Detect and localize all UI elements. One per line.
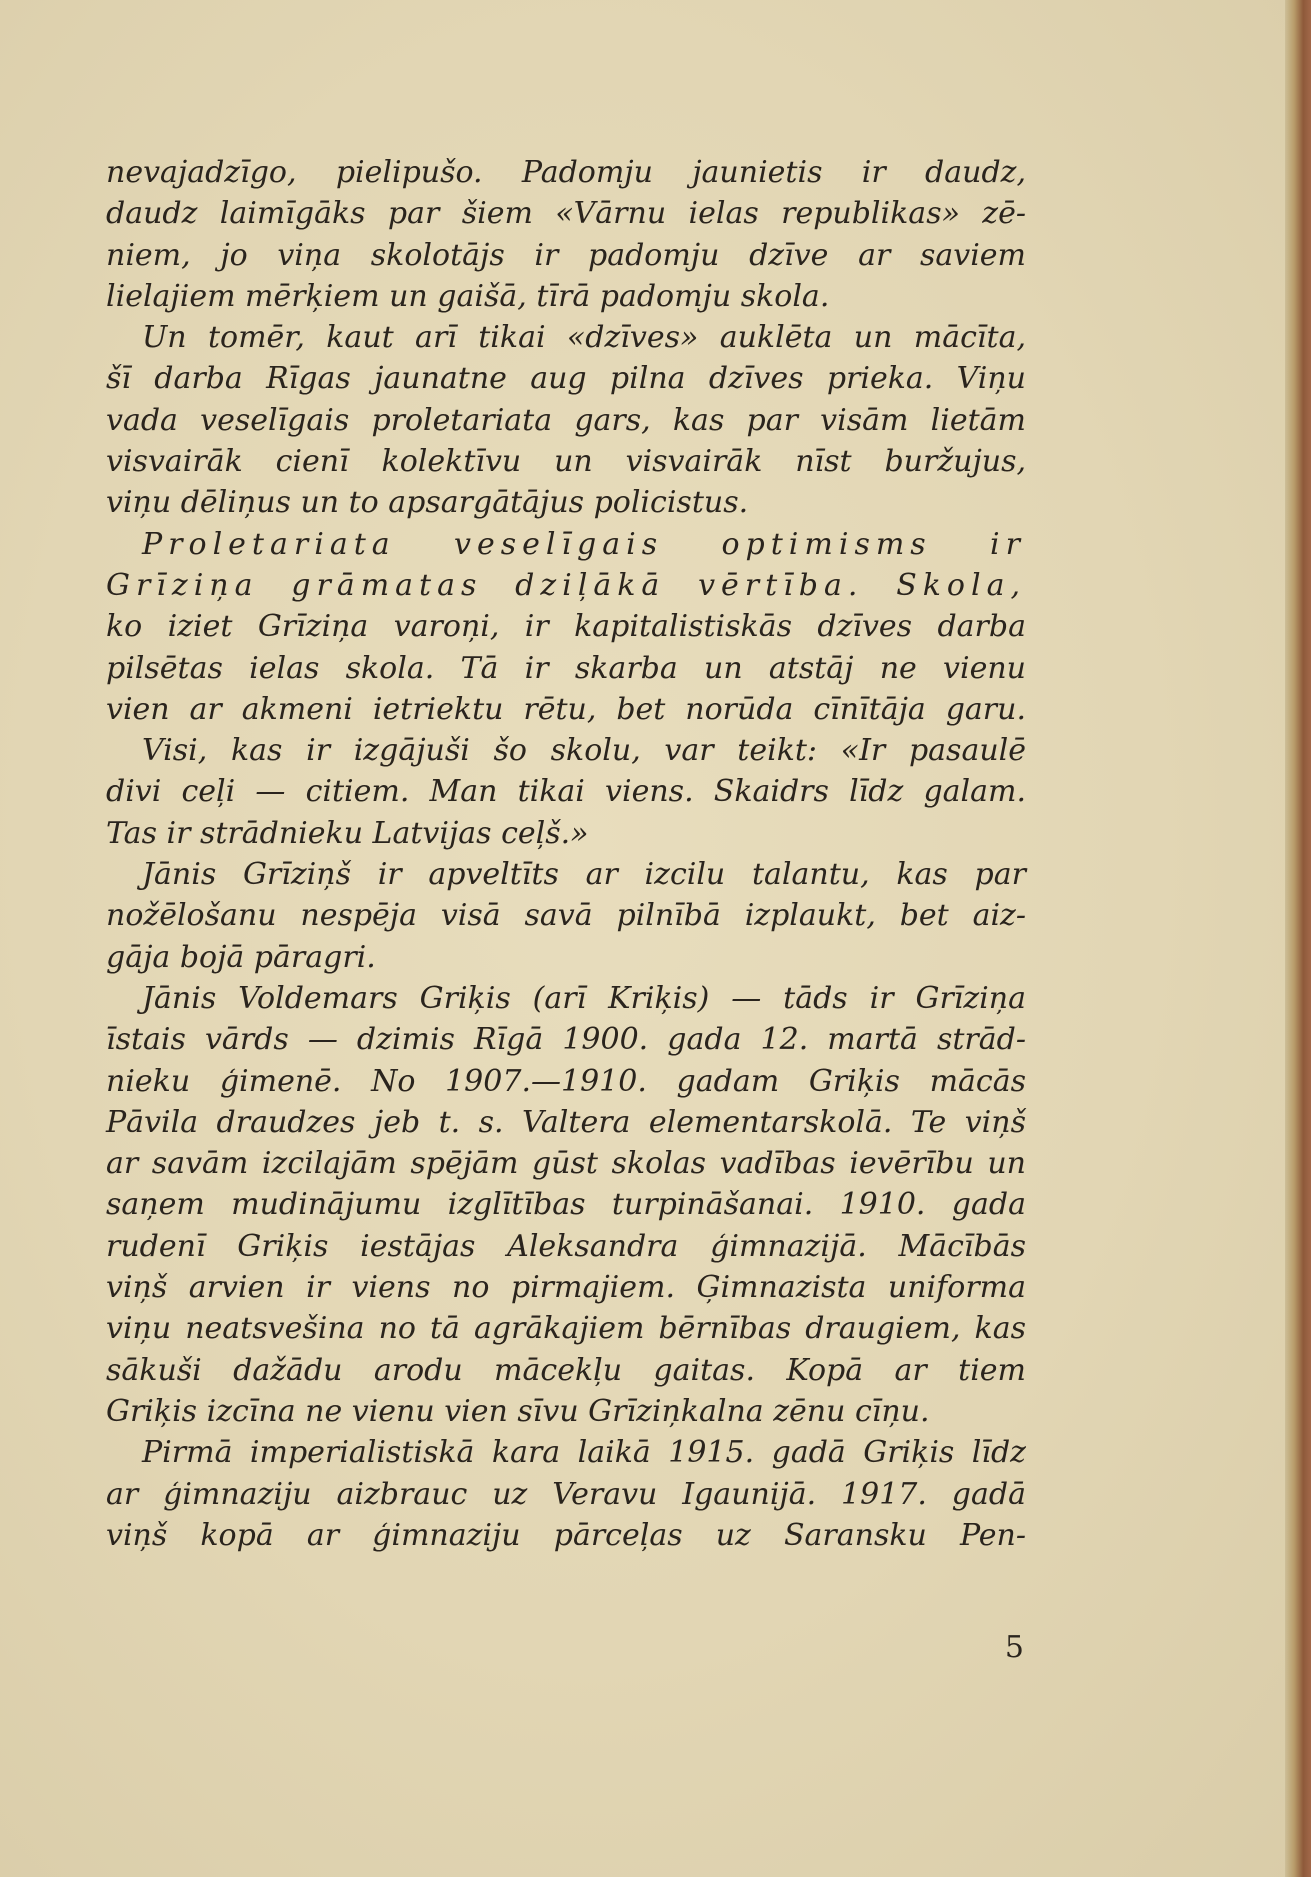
text-line: Jānis Voldemars Griķis (arī Kriķis) — tāds ir Grīziņa — [142, 980, 1026, 1016]
text-line: ko iziet Grīziņa varoņi, ir kapitalistiskās dzīves darba — [106, 609, 1026, 645]
text-line: viņš kopā ar ģimnaziju pārceļas uz Saransku Pen- — [106, 1517, 1026, 1553]
text-line: viņu neatsvešina no tā agrākajiem bērnības draugiem, kas — [106, 1311, 1026, 1347]
text-line: Visi, kas ir izgājuši šo skolu, var teikt: «Ir pasaulē — [142, 733, 1026, 769]
text-line: rudenī Griķis iestājas Aleksandra ģimnazijā. Mācībās — [106, 1228, 1026, 1264]
text-line: ar savām izcilajām spējām gūst skolas vadības ievērību un — [106, 1146, 1026, 1182]
text-line: Pāvila draudzes jeb t. s. Valtera elementarskolā. Te viņš — [106, 1104, 1026, 1140]
text-line: Pirmā imperialistiskā kara laikā 1915. gadā Griķis līdz — [142, 1435, 1026, 1471]
text-line: Griķis izcīna ne vienu vien sīvu Grīziņkalna zēnu cīņu. — [106, 1393, 930, 1429]
text-line: vada veselīgais proletariata gars, kas par visām lietām — [106, 402, 1026, 438]
body-text — [106, 152, 1026, 1556]
text-line: niem, jo viņa skolotājs ir padomju dzīve ar saviem — [106, 237, 1026, 273]
text-line: divi ceļi — citiem. Man tikai viens. Skaidrs līdz galam. — [106, 774, 1026, 810]
page-number: 5 — [1004, 1630, 1024, 1665]
text-line: Jānis Grīziņš ir apveltīts ar izcilu talantu, kas par — [142, 857, 1026, 893]
text-line: viņš arvien ir viens no pirmajiem. Ģimnazista uniforma — [106, 1270, 1026, 1306]
text-line: Un tomēr, kaut arī tikai «dzīves» auklēta un mācīta, — [142, 320, 1026, 356]
text-line: šī darba Rīgas jaunatne aug pilna dzīves prieka. Viņu — [106, 361, 1026, 397]
text-line: saņem mudinājumu izglītības turpināšanai. 1910. gada — [106, 1187, 1026, 1223]
text-line: viņu dēliņus un to apsargātājus policistus. — [106, 485, 749, 521]
text-line: pilsētas ielas skola. Tā ir skarba un atstāj ne vienu — [106, 650, 1026, 686]
text-line: Grīziņa grāmatas dziļākā vērtība. Skola, — [106, 567, 1026, 603]
book-spine-edge — [1285, 0, 1311, 1877]
text-line: īstais vārds — dzimis Rīgā 1900. gada 12. martā strād- — [106, 1022, 1026, 1058]
text-line: Proletariata veselīgais optimisms ir — [142, 526, 1026, 562]
text-line: daudz laimīgāks par šiem «Vārnu ielas republikas» zē- — [106, 196, 1026, 232]
text-line: Tas ir strādnieku Latvijas ceļš.» — [106, 815, 589, 851]
text-line: gāja bojā pāragri. — [106, 939, 376, 975]
text-line: nevajadzīgo, pielipušo. Padomju jaunietis ir daudz, — [106, 155, 1026, 190]
text-line: nožēlošanu nespēja visā savā pilnībā izplaukt, bet aiz- — [106, 898, 1026, 934]
text-line: vien ar akmeni ietriektu rētu, bet norūda cīnītāja garu. — [106, 691, 1026, 727]
text-line: visvairāk cienī kolektīvu un visvairāk nīst buržujus, — [106, 444, 1026, 480]
text-line: lielajiem mērķiem un gaišā, tīrā padomju skola. — [106, 278, 830, 314]
text-line: sākuši dažādu arodu mācekļu gaitas. Kopā ar tiem — [106, 1352, 1026, 1388]
text-line: ar ģimnaziju aizbrauc uz Veravu Igaunijā. 1917. gadā — [106, 1476, 1026, 1512]
text-line: nieku ģimenē. No 1907.—1910. gadam Griķis mācās — [106, 1063, 1026, 1099]
